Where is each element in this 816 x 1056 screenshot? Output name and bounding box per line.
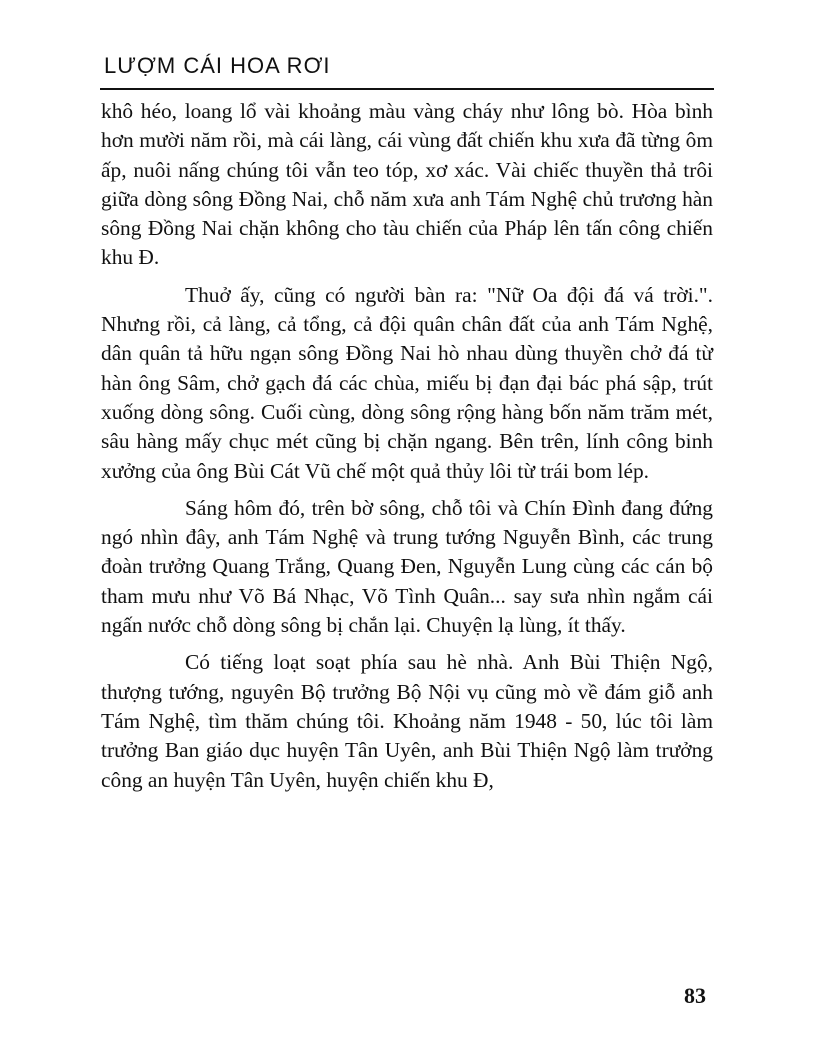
paragraph: Thuở ấy, cũng có người bàn ra: "Nữ Oa đội đá vá trời.". Nhưng rồi, cả làng, cả tổng, cả đội quân chân đất của anh Tám Nghệ, dân quân tả hữu ngạn sông Đồng Nai hò nhau dùng thuyền chở đá từ hàn ông Sâm, chở gạch đá các chùa, miếu bị đạn đại bác phá sập, trút xuống dòng sông. Cuối cùng, dòng sông rộng hàng bốn năm trăm mét, sâu hàng mấy chục mét cũng bị chặn ngang. Bên trên, lính công binh xưởng của ông Bùi Cát Vũ chế một quả thủy lôi từ trái bom lép. bbox=[101, 282, 713, 483]
paragraph-continued: khô héo, loang lổ vài khoảng màu vàng cháy như lông bò. Hòa bình hơn mười năm rồi, mà cái làng, cái vùng đất chiến khu xưa đã từng ôm ấp, nuôi nấng chúng tôi vẫn teo tóp, xơ xác. Vài chiếc thuyền thả trôi giữa dòng sông Đồng Nai, chỗ năm xưa anh Tám Nghệ chủ trương hàn sông Đồng Nai chặn không cho tàu chiến của Pháp lên tấn công chiến khu Đ. bbox=[101, 99, 713, 270]
running-header-title: LƯỢM CÁI HOA RƠI bbox=[104, 53, 331, 78]
body-text bbox=[101, 97, 713, 803]
paragraph: Sáng hôm đó, trên bờ sông, chỗ tôi và Chín Đình đang đứng ngó nhìn đây, anh Tám Nghệ và trung tướng Nguyễn Bình, các trung đoàn trưởng Quang Trắng, Quang Đen, Nguyễn Lung cùng các cán bộ tham mưu như Võ Bá Nhạc, Võ Tình Quân... say sưa nhìn ngắm cái ngấn nước chỗ dòng sông bị chắn lại. Chuyện lạ lùng, ít thấy. bbox=[101, 495, 713, 638]
page-number: 83 bbox=[684, 983, 706, 1008]
paragraph: Có tiếng loạt soạt phía sau hè nhà. Anh Bùi Thiện Ngộ, thượng tướng, nguyên Bộ trưởng Bộ Nội vụ cũng mò về đám giỗ anh Tám Nghệ, tìm thăm chúng tôi. Khoảng năm 1948 - 50, lúc tôi làm trưởng Ban giáo dục huyện Tân Uyên, anh Bùi Thiện Ngộ làm trưởng công an huyện Tân Uyên, huyện chiến khu Đ, bbox=[101, 650, 713, 792]
header-divider bbox=[100, 88, 714, 90]
